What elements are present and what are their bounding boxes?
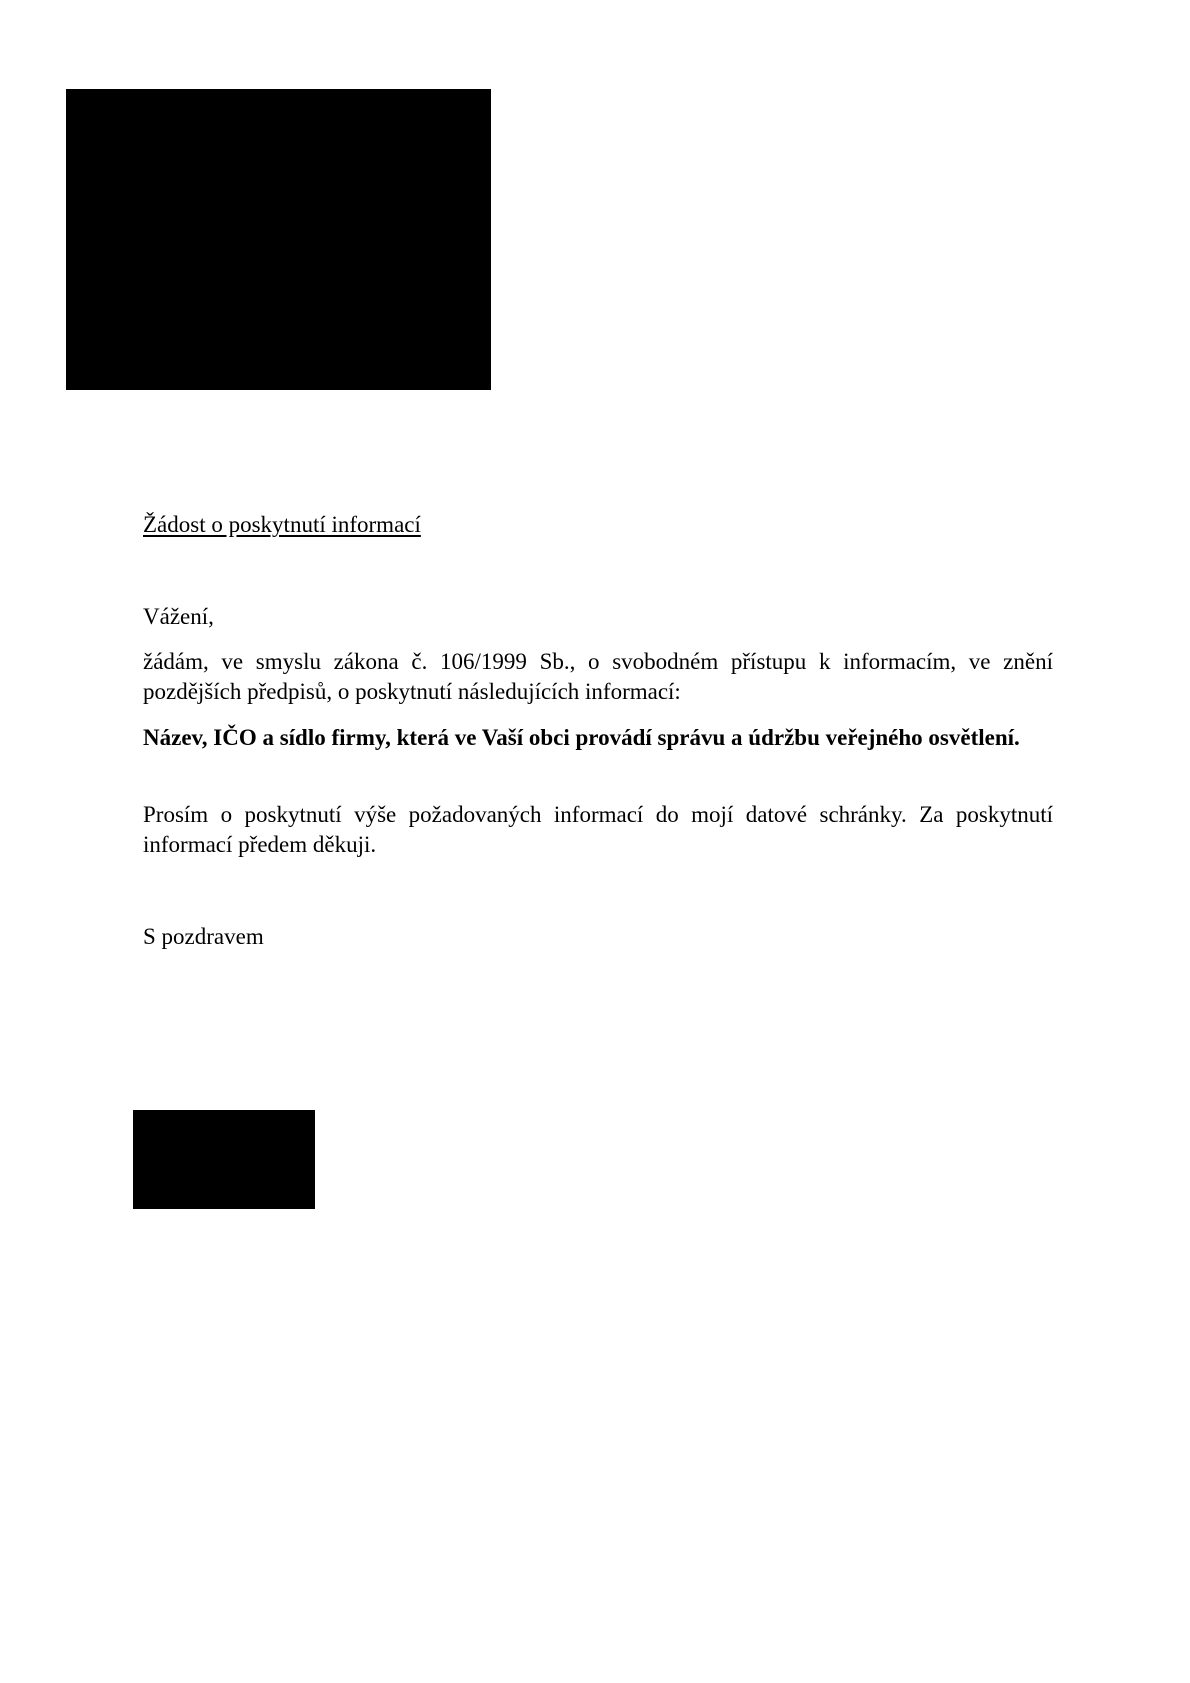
letter-closing: S pozdravem	[143, 924, 264, 949]
letter-request-paragraph: žádám, ve smyslu zákona č. 106/1999 Sb., o svobodném přístupu k informacím, ve znění pozdějších předpisů, o poskytnutí následujících informací:	[143, 649, 1053, 704]
letter-delivery-paragraph: Prosím o poskytnutí výše požadovaných informací do mojí datové schránky. Za poskytnutí informací předem děkuji.	[143, 802, 1053, 857]
letter-subject: Žádost o poskytnutí informací	[143, 512, 421, 537]
redacted-signature-block	[133, 1110, 315, 1209]
letter-salutation: Vážení,	[143, 604, 214, 629]
letter-requested-information: Název, IČO a sídlo firmy, která ve Vaší obci provádí správu a údržbu veřejného osvětlení.	[143, 725, 1020, 750]
redacted-header-block	[66, 89, 491, 390]
